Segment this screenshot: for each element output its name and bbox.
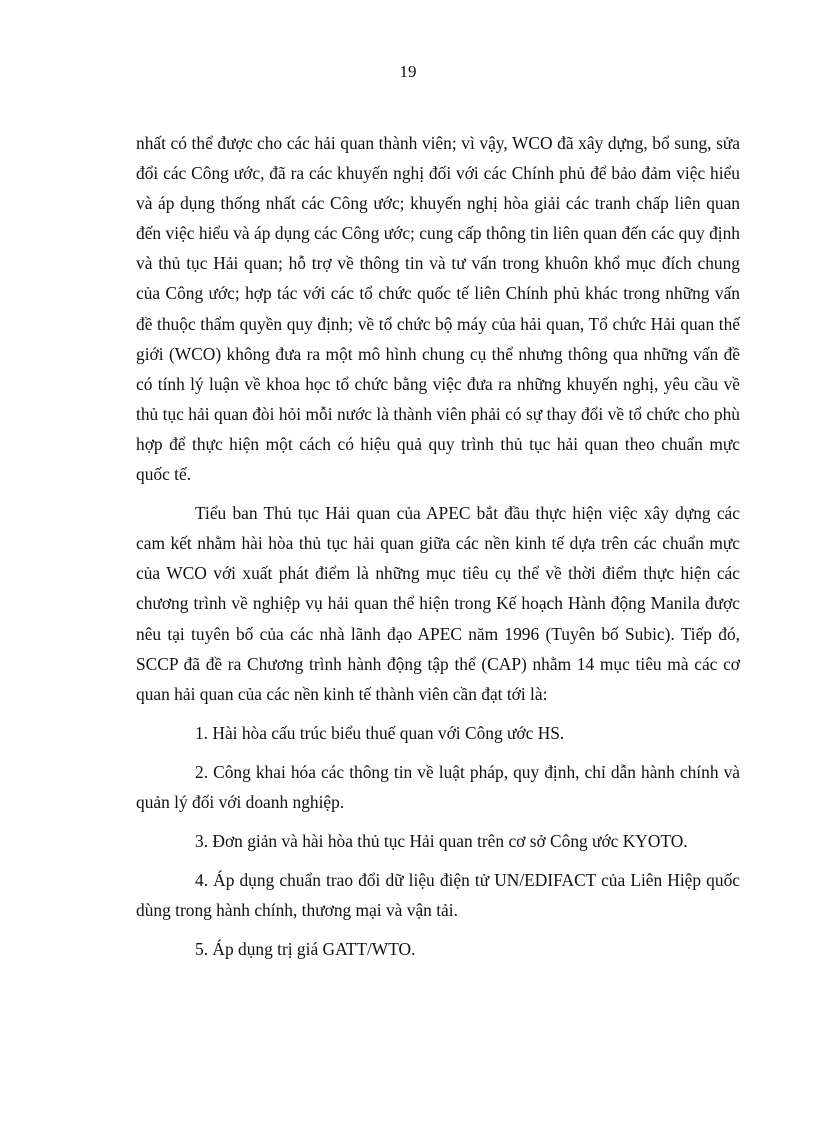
list-item: 3. Đơn giản và hài hòa thủ tục Hải quan trên cơ sở Công ước KYOTO.: [195, 831, 688, 852]
list-item: 2. Công khai hóa các thông tin về luật pháp, quy định, chỉ dẫn hành chính và quản lý đối với doanh nghiệp.: [136, 761, 740, 812]
page-number: 19: [399, 62, 417, 81]
paragraph-apec: Tiểu ban Thủ tục Hải quan của APEC bắt đầu thực hiện việc xây dựng các cam kết nhằm hài hòa thủ tục hải quan giữa các nền kinh tế dựa trên các chuẩn mực của WCO với xuất phát điểm là những mục tiêu cụ thể về thời điểm thực hiện các chương trình về nghiệp vụ hải quan thể hiện trong Kế hoạch Hành động Manila được nêu tại tuyên bố của các nhà lãnh đạo APEC năm 1996 (Tuyên bố Subic). Tiếp đó, SCCP đã đề ra Chương trình hành động tập thể (CAP) nhằm 14 mục tiêu mà các cơ quan hải quan của các nền kinh tế thành viên cần đạt tới là:: [136, 503, 740, 704]
list-item: 5. Áp dụng trị giá GATT/WTO.: [195, 939, 416, 960]
list-item: 1. Hài hòa cấu trúc biểu thuế quan với Công ước HS.: [195, 722, 565, 743]
list-item: 4. Áp dụng chuẩn trao đổi dữ liệu điện tử UN/EDIFACT của Liên Hiệp quốc dùng trong hành chính, thương mại và vận tải.: [136, 870, 740, 921]
document-body: [136, 128, 740, 964]
paragraph-continued: nhất có thể được cho các hải quan thành viên; vì vậy, WCO đã xây dựng, bổ sung, sửa đổi các Công ước, đã ra các khuyến nghị đối với các Chính phủ để bảo đảm việc hiểu và áp dụng thống nhất các Công ước; khuyến nghị hòa giải các tranh chấp liên quan đến việc hiểu và áp dụng các Công ước; cung cấp thông tin liên quan đến các quy định và thủ tục Hải quan; hỗ trợ về thông tin và tư vấn trong khuôn khổ mục đích chung của Công ước; hợp tác với các tổ chức quốc tế liên Chính phủ khác trong những vấn đề thuộc thẩm quyền quy định; về tổ chức bộ máy của hải quan, Tổ chức Hải quan thế giới (WCO) không đưa ra một mô hình chung cụ thể nhưng thông qua những vấn đề có tính lý luận về khoa học tổ chức bằng việc đưa ra những khuyến nghị, yêu cầu về thủ tục hải quan đòi hỏi mỗi nước là thành viên phải có sự thay đổi về tổ chức cho phù hợp để thực hiện một cách có hiệu quả quy trình thủ tục hải quan theo chuẩn mực quốc tế.: [136, 133, 740, 485]
